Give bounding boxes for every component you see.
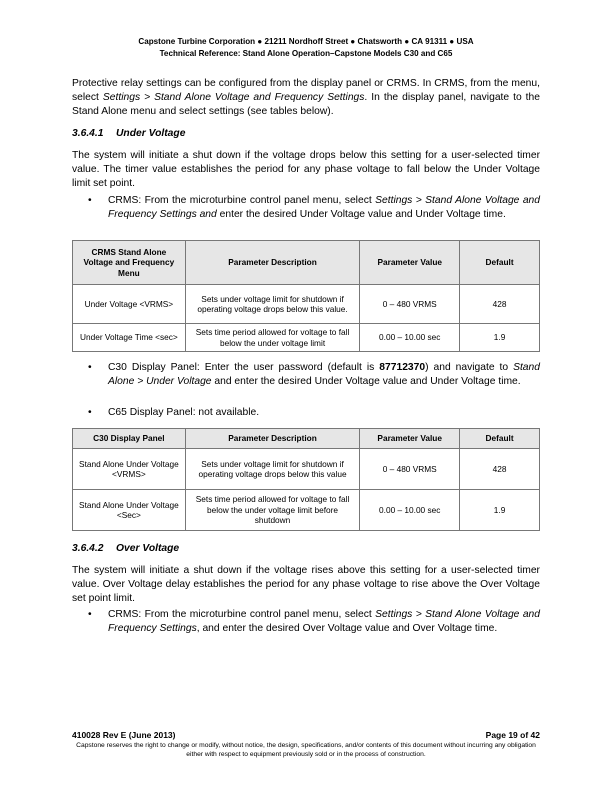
table-row [73,285,540,324]
table-cell: 0 – 480 VRMS [360,285,460,324]
table-cell: 0.00 – 10.00 sec [360,490,460,531]
header-company-line: Capstone Turbine Corporation ● 21211 Nordhoff Street ● Chatsworth ● CA 91311 ● USA [138,37,474,46]
table-cell: 428 [460,285,540,324]
table-crms-under-voltage [72,240,540,352]
intro-menu-path: Settings > Stand Alone Voltage and Frequency Settings [102,92,365,103]
table-header-cell: Default [460,241,540,285]
bullet-c30-display [88,361,540,389]
section-number: 3.6.4.1 [72,128,104,139]
default-password: 87712370 [379,362,426,373]
under-voltage-paragraph: The system will initiate a shut down if the voltage drops below this setting for a user-selected timer value. The timer value establishes the period for any phase voltage to fall below the Under Voltage limit set point. [72,150,540,189]
table-cell: Sets time period allowed for voltage to fall below the under voltage limit before shutdown [185,490,360,531]
bullet-menu-path: Settings > Stand Alone Voltage and Frequency Settings and [108,195,541,220]
table-cell: Sets under voltage limit for shutdown if operating voltage drops below this value. [185,285,360,324]
table-cell: 1.9 [460,324,540,352]
table-header-cell: C30 Display Panel [73,429,186,449]
table-header-cell: Parameter Description [185,429,360,449]
table-cell: 1.9 [460,490,540,531]
table-row [73,449,540,490]
table-cell: Sets time period allowed for voltage to fall below the under voltage limit [185,324,360,352]
bullet-text-a: CRMS: From the microturbine control panel menu, select [108,195,376,206]
table-cell: Under Voltage Time <sec> [73,324,186,352]
table-header-cell: Parameter Value [360,429,460,449]
bullet-text: C65 Display Panel: not available. [108,407,260,418]
table-cell: 0.00 – 10.00 sec [360,324,460,352]
page-footer [72,730,540,759]
table-header-cell: Parameter Value [360,241,460,285]
bullet-crms-over [88,608,540,636]
bullet-crms-under [88,194,540,222]
bullet-text-c: and enter the desired Under Voltage value and Under Voltage time. [211,376,521,387]
table-cell: Under Voltage <VRMS> [73,285,186,324]
bullet-text-b: , and enter the desired Over Voltage value and Over Voltage time. [196,623,498,634]
document-revision: 410028 Rev E (June 2013) [72,730,176,740]
table-cell: 0 – 480 VRMS [360,449,460,490]
bullet-menu-path: Stand Alone > Under Voltage [108,362,540,387]
table-header-cell: Default [460,429,540,449]
section-number: 3.6.4.2 [72,543,104,554]
table-c30-under-voltage [72,428,540,531]
table-cell: Stand Alone Under Voltage <VRMS> [73,449,186,490]
section-heading-over-voltage [72,543,179,554]
page-header [72,36,540,60]
bullet-text-a: CRMS: From the microturbine control panel menu, select [108,609,376,620]
section-title: Under Voltage [116,128,186,139]
section-heading-under-voltage [72,128,185,139]
intro-paragraph [72,77,540,119]
section-title: Over Voltage [116,543,180,554]
table-header-cell: CRMS Stand Alone Voltage and Frequency Menu [73,241,186,285]
bullet-text-b: ) and navigate to [425,362,514,373]
table-header-cell: Parameter Description [185,241,360,285]
footer-disclaimer: Capstone reserves the right to change or modify, without notice, the design, specifications, and/or contents of this document without incurring any obligation either with respect to equipment previously sold or in the process of construction. [76,742,536,758]
intro-text-b: . In the display panel, navigate to the Stand Alone menu and select settings (see tables below). [72,92,540,117]
bullet-dot: • [88,362,92,373]
table-row [73,324,540,352]
table-cell: 428 [460,449,540,490]
bullet-c65-display [88,406,540,420]
bullet-text-b: enter the desired Under Voltage value and Under Voltage time. [216,209,506,220]
bullet-dot: • [88,609,92,620]
bullet-dot: • [88,407,92,418]
page-number: Page 19 of 42 [485,730,540,740]
bullet-text-a: C30 Display Panel: Enter the user password (default is [108,362,380,373]
over-voltage-paragraph: The system will initiate a shut down if the voltage rises above this setting for a user-selected timer value. Over Voltage delay establishes the period for any phase voltage to rise above the Over Voltage set point limit. [72,565,540,604]
bullet-menu-path: Settings > Stand Alone Voltage and Frequency Settings [108,609,541,634]
table-cell: Sets under voltage limit for shutdown if operating voltage drops below this value [185,449,360,490]
table-cell: Stand Alone Under Voltage <Sec> [73,490,186,531]
table-row [73,490,540,531]
intro-text-a: Protective relay settings can be configured from the display panel or CRMS. In CRMS, from the menu, select [72,78,540,103]
bullet-dot: • [88,195,92,206]
header-reference-line: Technical Reference: Stand Alone Operation–Capstone Models C30 and C65 [159,49,453,58]
